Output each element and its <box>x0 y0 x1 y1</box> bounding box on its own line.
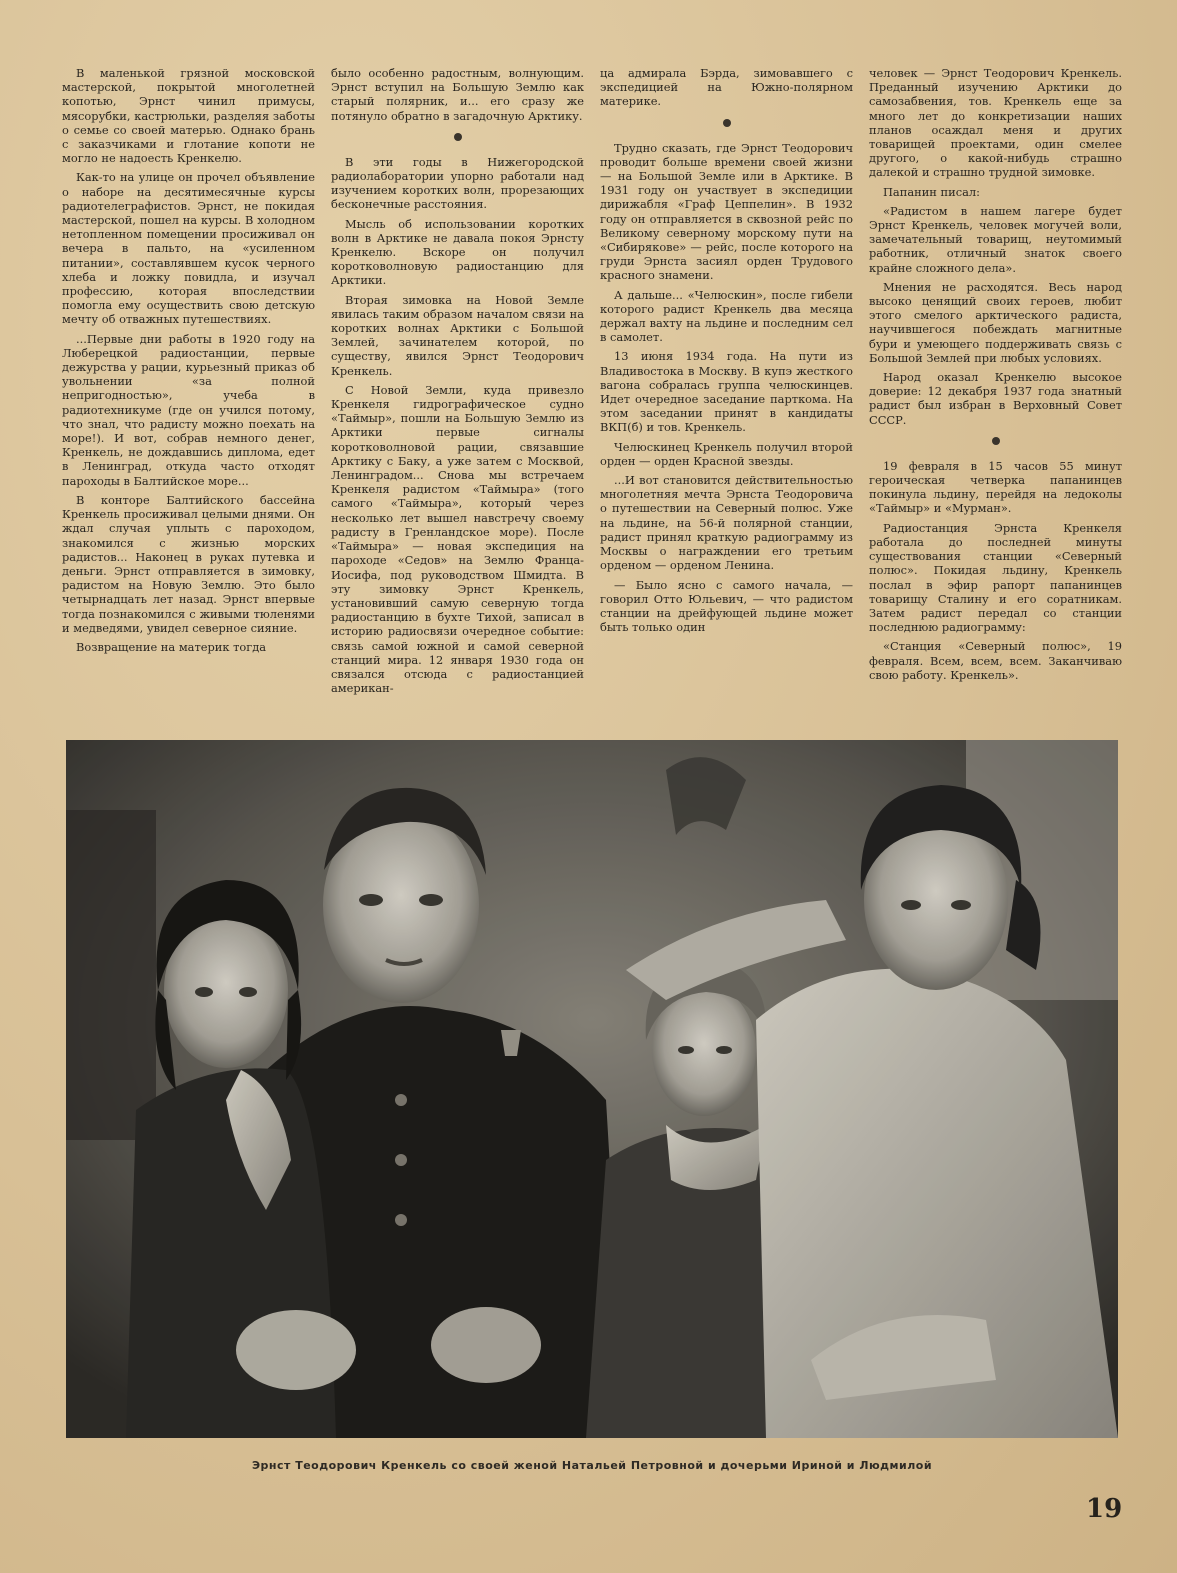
paragraph: Как-то на улице он прочел объявление о наборе на десятимесячные курсы радиотелеграфистов. Эрнст, не покидая мастерской, пошел на курсы. В холодном нетопленном помещении просиживал он вечера в пальто, на «усиленном питании», составлявшем кусок черного хлеба и ложку повидла, и изучал профессию, которая впоследствии помогла ему осуществить свою детскую мечту об отважных путешествиях. <box>62 170 315 327</box>
paragraph: ...Первые дни работы в 1920 году на Люберецкой радиостанции, первые дежурства у рации, курьезный приказ об увольнении «за полной непригодностью», учеба в радиотехникуме (где он учился потому, что знал, что радисту можно поехать на море!). И вот, собрав немного денег, Кренкель, не дождавшись диплома, едет в Ленинград, откуда часто отходят пароходы в Балтийское море... <box>62 331 315 488</box>
photo-caption: Эрнст Теодорович Кренкель со своей женой Натальей Петровной и дочерьми Ириной и Людмилой <box>251 1459 933 1472</box>
column-1 <box>62 66 315 716</box>
column-3 <box>600 66 853 716</box>
column-4 <box>869 66 1122 716</box>
paragraph: В конторе Балтийского бассейна Кренкель просиживал целыми днями. Он ждал случая уплыть с пароходом, знакомился с жизнью морских радистов... Наконец в руках путевка и деньги. Эрнст отправляется в зимовку, радистом на Новую Землю. Это было четырнадцать лет назад. Эрнст впервые тогда познакомился с живыми тюленями и медведями, увидел северное сияние. <box>62 492 315 635</box>
paragraph: А дальше... «Челюскин», после гибели которого радист Кренкель два месяца держал вахту на льдине и последним сел в самолет. <box>600 287 853 345</box>
paragraph: Возвращение на материк тогда <box>76 639 267 654</box>
page-number: 19 <box>1086 1494 1123 1524</box>
paragraph: 13 июня 1934 года. На пути из Владивостока в Москву. В купэ жесткого вагона собралась группа челюскинцев. Идет очередное заседание парткома. На этом заседании принят в кандидаты ВКП(б) и тов. Кренкель. <box>600 349 853 435</box>
article-columns <box>62 66 1122 716</box>
section-separator-dot <box>454 133 462 141</box>
paragraph: Папанин писал: <box>883 184 980 199</box>
paragraph: Мнения не расходятся. Весь народ высоко ценящий своих героев, любит этого смелого арктического радиста, научившегося побеждать магнитные бури и умеющего поддерживать связь с Большой Землей при любых условиях. <box>869 279 1122 365</box>
paragraph: В маленькой грязной московской мастерской, покрытой многолетней копотью, Эрнст чинил примусы, мясорубки, кастрюльки, разделяя заботы о семье со своей матерью. Однако брань с заказчиками и глотание копоти не могло не надоесть Кренкелю. <box>62 66 315 166</box>
family-photograph <box>66 740 1118 1438</box>
family-photo-illustration <box>66 740 1118 1438</box>
paragraph: Народ оказал Кренкелю высокое доверие: 12 декабря 1937 года знатный радист был избран в Верховный Совет СССР. <box>869 370 1122 427</box>
paragraph: «Станция «Северный полюс», 19 февраля. Всем, всем, всем. Заканчиваю свою работу. Кренкель». <box>869 639 1122 682</box>
paragraph: Радиостанция Эрнста Кренкеля работала до последней минуты существования станции «Северный полюс». Покидая льдину, Кренкель послал в эфир рапорт папанинцев товарищу Сталину и его соратникам. Затем радист передал со станции последнюю радиограмму: <box>869 520 1122 635</box>
section-separator-dot <box>992 437 1000 445</box>
paragraph: С Новой Земли, куда привезло Кренкеля гидрографическое судно «Таймыр», пошли на Большую Землю из Арктики первые сигналы коротковолновой рации, связавшие Арктику с Баку, а уже затем с Москвой, Ленинградом... Снова мы встречаем Кренкеля радистом «Таймыра» (того самого «Таймыра», который через несколько лет вышел навстречу своему радисту в Гренландское море). После «Таймыра» — новая экспедиция на пароходе «Седов» на Землю Франца-Иосифа, под руководством Шмидта. В эту зимовку Эрнст Кренкель, установивший самую северную тогда радиостанцию в бухте Тихой, записал в историю радиосвязи очередное событие: связь самой южной и самой северной станций мира. 12 января 1930 года он связался отсюда с радиостанцией американ- <box>331 382 584 696</box>
paragraph: В эти годы в Нижегородской радиолаборатории упорно работали над изучением коротких волн, прорезающих бесконечные расстояния. <box>331 154 584 212</box>
paragraph: Челюскинец Кренкель получил второй орден — орден Красной звезды. <box>600 439 853 468</box>
column-2 <box>331 66 584 716</box>
paragraph: Мысль об использовании коротких волн в Арктике не давала покоя Эрнсту Кренкелю. Вскоре он получил коротковолновую радиостанцию для Арктики. <box>331 216 584 288</box>
section-separator-dot <box>723 119 731 127</box>
paragraph: «Радистом в нашем лагере будет Эрнст Кренкель, человек могучей воли, замечательный товарищ, неутомимый работник, отличный знаток своего крайне сложного дела». <box>869 203 1122 275</box>
paragraph: — Было ясно с самого начала, — говорил Отто Юльевич, — что радистом станции на дрейфующей льдине может быть только один <box>600 577 853 635</box>
paragraph: было особенно радостным, волнующим. Эрнст вступил на Большую Землю как старый полярник, и... его сразу же потянуло обратно в загадочную Арктику. <box>331 66 584 123</box>
paragraph: Трудно сказать, где Эрнст Теодорович проводит больше времени своей жизни — на Большой Земле или в Арктике. В 1931 году он участвует в экспедиции дирижабля «Граф Цеппелин». В 1932 году он отправляется в сквозной рейс по Великому северному морскому пути на «Сибирякове» — рейс, после которого на груди Эрнста засиял орден Трудового красного знамени. <box>600 140 853 283</box>
paragraph: 19 февраля в 15 часов 55 минут героическая четверка папанинцев покинула льдину, перейдя на ледоколы «Таймыр» и «Мурман». <box>869 458 1122 516</box>
paragraph: человек — Эрнст Теодорович Кренкель. Преданный изучению Арктики до самозабвения, тов. Кренкель еще за много лет до конкретизации наших планов осаждал меня и других товарищей проектами, один смелее другого, о какой-нибудь страшно далекой и страшно трудной зимовке. <box>869 66 1122 180</box>
paragraph: Вторая зимовка на Новой Земле явилась таким образом началом связи на коротких волнах Арктики с Большой Землей, зачинателем которой, по существу, явился Эрнст Теодорович Кренкель. <box>331 292 584 378</box>
paragraph: ...И вот становится действительностью многолетняя мечта Эрнста Теодоровича о путешествии на Северный полюс. Уже на льдине, на 56-й полярной станции, радист принял краткую радиограмму из Москвы о награждении его третьим орденом — орденом Ленина. <box>600 473 853 573</box>
paragraph: ца адмирала Бэрда, зимовавшего с экспедицией на Южно-полярном материке. <box>600 66 853 109</box>
